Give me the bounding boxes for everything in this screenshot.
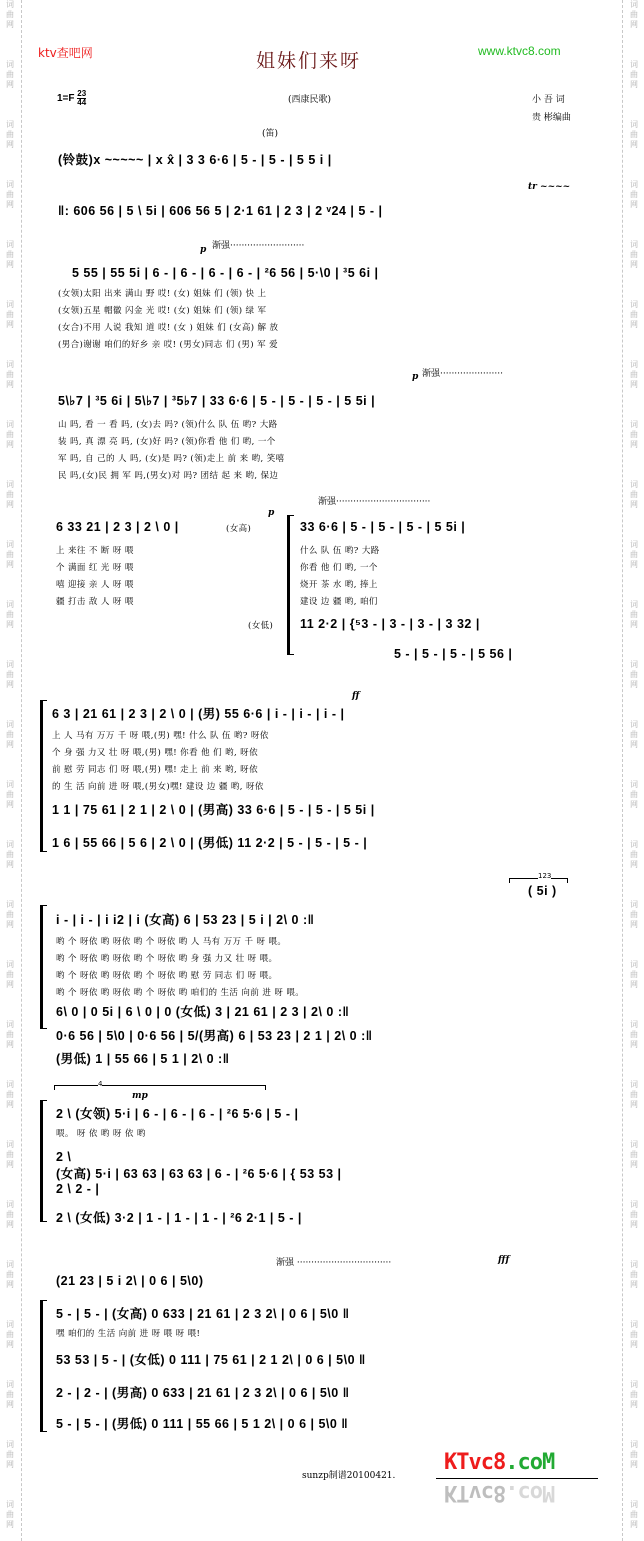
watermark-char: 曲 bbox=[6, 1270, 14, 1279]
lyric-line: 个 满面 红 光 呀 喂 bbox=[56, 563, 134, 573]
watermark-char: 网 bbox=[630, 1460, 638, 1469]
watermark-char: 网 bbox=[630, 200, 638, 209]
watermark-char: 词 bbox=[630, 720, 638, 729]
watermark-char: 词 bbox=[6, 1320, 14, 1329]
watermark-char: 网 bbox=[6, 860, 14, 869]
watermark-group bbox=[627, 120, 641, 150]
watermark-char: 网 bbox=[630, 1280, 638, 1289]
watermark-char: 词 bbox=[6, 1440, 14, 1449]
watermark-char: 网 bbox=[630, 140, 638, 149]
watermark-group bbox=[627, 660, 641, 690]
watermark-char: 词 bbox=[6, 900, 14, 909]
watermark-char: 网 bbox=[630, 1160, 638, 1169]
watermark-char: 词 bbox=[630, 240, 638, 249]
watermark-group bbox=[627, 360, 641, 390]
watermark-char: 曲 bbox=[630, 730, 638, 739]
watermark-group bbox=[627, 720, 641, 750]
watermark-char: 词 bbox=[630, 300, 638, 309]
song-title: 姐妹们来呀 bbox=[256, 50, 362, 72]
watermark-group bbox=[627, 1260, 641, 1290]
lyric-line: 哟 个 呀依 哟 呀依 哟 个 呀依 哟 身 强 力又 壮 呀 喂。 bbox=[56, 954, 278, 964]
watermark-char: 词 bbox=[6, 420, 14, 429]
left-dashed-border bbox=[21, 0, 22, 1541]
watermark-char: 词 bbox=[6, 60, 14, 69]
watermark-char: 词 bbox=[630, 1080, 638, 1089]
watermark-char: 网 bbox=[6, 320, 14, 329]
time-signature-1: $\frac{2}{4}$ bbox=[77, 89, 82, 107]
watermark-char: 曲 bbox=[6, 1450, 14, 1459]
watermark-char: 词 bbox=[6, 180, 14, 189]
watermark-char: 词 bbox=[630, 660, 638, 669]
watermark-char: 曲 bbox=[6, 1150, 14, 1159]
tuplet-number: 4 bbox=[98, 1080, 103, 1088]
lyric-line: 山 吗, 看 一 看 吗, (女)去 吗? (领)什么 队 伍 哟? 大路 bbox=[58, 420, 278, 430]
watermark-char: 词 bbox=[6, 780, 14, 789]
watermark-group bbox=[627, 60, 641, 90]
watermark-char: 曲 bbox=[6, 70, 14, 79]
lyric-line: 上 来往 不 断 呀 喂 bbox=[56, 546, 134, 556]
watermark-char: 词 bbox=[630, 1380, 638, 1389]
watermark-char: 词 bbox=[630, 1260, 638, 1269]
watermark-group bbox=[627, 900, 641, 930]
watermark-char: 网 bbox=[6, 1100, 14, 1109]
watermark-group bbox=[3, 180, 17, 210]
watermark-char: 曲 bbox=[630, 310, 638, 319]
watermark-char: 网 bbox=[6, 1040, 14, 1049]
watermark-group bbox=[627, 1140, 641, 1170]
crescendo-mark: 渐强 ································· bbox=[276, 1258, 392, 1268]
lyric-line: (女领)太阳 出来 满山 野 哎! (女) 姐妹 们 (领) 快 上 bbox=[58, 289, 267, 299]
watermark-char: 词 bbox=[6, 1200, 14, 1209]
dynamic-p: p bbox=[268, 508, 275, 518]
watermark-char: 词 bbox=[6, 960, 14, 969]
choir-bracket bbox=[40, 905, 47, 1029]
watermark-char: 词 bbox=[6, 600, 14, 609]
watermark-char: 曲 bbox=[6, 1090, 14, 1099]
lyric-line: 个 身 强 力又 壮 呀 喂,(男) 嘿! 你看 他 们 哟, 呀依 bbox=[52, 748, 258, 758]
lyric-line: 烧开 茶 水 哟, 捧上 bbox=[300, 580, 378, 590]
watermark-char: 词 bbox=[6, 1380, 14, 1389]
watermark-group bbox=[3, 540, 17, 570]
watermark-group bbox=[627, 1320, 641, 1350]
watermark-char: 网 bbox=[630, 1340, 638, 1349]
dynamic-p: p bbox=[200, 245, 207, 255]
watermark-char: 词 bbox=[6, 240, 14, 249]
key-signature bbox=[57, 90, 86, 107]
watermark-char: 词 bbox=[630, 960, 638, 969]
watermark-char: 网 bbox=[6, 740, 14, 749]
tuplet-bracket bbox=[54, 1085, 266, 1090]
watermark-char: 曲 bbox=[6, 190, 14, 199]
watermark-group bbox=[3, 1440, 17, 1470]
watermark-char: 网 bbox=[630, 1220, 638, 1229]
watermark-char: 网 bbox=[6, 1280, 14, 1289]
watermark-char: 曲 bbox=[6, 1330, 14, 1339]
watermark-group bbox=[627, 240, 641, 270]
lyric-line: 疆 打击 敌 人 呀 喂 bbox=[56, 597, 134, 607]
watermark-char: 词 bbox=[630, 900, 638, 909]
watermark-group bbox=[627, 1380, 641, 1410]
watermark-char: 词 bbox=[630, 1440, 638, 1449]
watermark-char: 曲 bbox=[6, 1210, 14, 1219]
watermark-char: 网 bbox=[6, 680, 14, 689]
watermark-char: 词 bbox=[6, 660, 14, 669]
watermark-char: 曲 bbox=[630, 190, 638, 199]
lyric-line: 建设 边 疆 哟, 咱们 bbox=[300, 597, 378, 607]
watermark-char: 曲 bbox=[6, 10, 14, 19]
watermark-group bbox=[3, 1080, 17, 1110]
watermark-char: 网 bbox=[630, 320, 638, 329]
watermark-group bbox=[627, 600, 641, 630]
watermark-group bbox=[627, 1080, 641, 1110]
system-8-notes-soprano: (女高) 5·i | 63 63 | 63 63 | 6 - | ²6 5·6 | { 53 53 | bbox=[56, 1167, 342, 1181]
watermark-char: 网 bbox=[6, 440, 14, 449]
watermark-char: 词 bbox=[6, 480, 14, 489]
watermark-group bbox=[3, 1140, 17, 1170]
watermark-group bbox=[627, 840, 641, 870]
watermark-char: 曲 bbox=[630, 550, 638, 559]
lyric-line: 喂。 呀 依 哟 呀 依 哟 bbox=[56, 1129, 146, 1139]
watermark-group bbox=[3, 900, 17, 930]
instrument-note: (笛) bbox=[262, 129, 279, 139]
system-2-notes: ‖: 606 56 | 5 \ 5i | 606 56 5 | 2·1 61 | 2 3 | 2 ᵛ24 | 5 - | bbox=[58, 204, 383, 218]
watermark-char: 网 bbox=[630, 380, 638, 389]
watermark-group bbox=[3, 420, 17, 450]
watermark-char: 网 bbox=[6, 920, 14, 929]
system-8-notes-3: 2 \ 2 - | bbox=[56, 1182, 100, 1196]
system-7-notes-bass: (男低) 1 | 55 66 | 5 1 | 2\ 0 :‖ bbox=[56, 1052, 230, 1066]
watermark-char: 曲 bbox=[630, 1030, 638, 1039]
watermark-char: 曲 bbox=[6, 130, 14, 139]
watermark-group bbox=[627, 180, 641, 210]
system-8-notes-2: 2 \ bbox=[56, 1150, 72, 1164]
watermark-char: 网 bbox=[630, 1400, 638, 1409]
watermark-char: 网 bbox=[6, 200, 14, 209]
watermark-char: 网 bbox=[630, 500, 638, 509]
system-6-notes: 6 3 | 21 61 | 2 3 | 2 \ 0 | (男) 55 6·6 | i - | i - | i - | bbox=[52, 707, 345, 721]
system-5-notes-lead: 6 33 21 | 2 3 | 2 \ 0 | bbox=[56, 520, 179, 534]
watermark-char: 曲 bbox=[6, 1030, 14, 1039]
system-9-notes-tenor: 2 - | 2 - | (男高) 0 633 | 21 61 | 2 3 2\ | 0 6 | 5\0 ‖ bbox=[56, 1386, 350, 1400]
watermark-char: 词 bbox=[6, 1260, 14, 1269]
right-dashed-border bbox=[622, 0, 623, 1541]
lyric-line: 装 吗, 真 漂 亮 吗, (女)好 吗? (领)你看 他 们 哟, 一个 bbox=[58, 437, 276, 447]
watermark-char: 网 bbox=[630, 620, 638, 629]
watermark-char: 词 bbox=[6, 120, 14, 129]
watermark-char: 曲 bbox=[6, 550, 14, 559]
watermark-char: 曲 bbox=[630, 1510, 638, 1519]
watermark-char: 曲 bbox=[6, 970, 14, 979]
lyric-line: 军 吗, 自 己的 人 吗, (女)是 吗? (领)走上 前 来 哟, 笑嘻 bbox=[58, 454, 285, 464]
watermark-char: 网 bbox=[630, 860, 638, 869]
watermark-char: 网 bbox=[6, 980, 14, 989]
lyric-line: 民 吗,(女)民 拥 军 吗,(男女)对 吗? 团结 起 来 哟, 保边 bbox=[58, 471, 279, 481]
lyric-line: 嘻 迎接 亲 人 呀 喂 bbox=[56, 580, 134, 590]
watermark-char: 网 bbox=[6, 1220, 14, 1229]
composer: 贵 彬编曲 bbox=[532, 113, 571, 123]
watermark-char: 曲 bbox=[6, 430, 14, 439]
system-5-notes-alto: 11 2·2 | {⁵3 - | 3 - | 3 - | 3 32 | bbox=[300, 617, 480, 631]
brand-left-logo[interactable]: ktv查吧网 bbox=[38, 46, 93, 60]
watermark-char: 曲 bbox=[6, 910, 14, 919]
lyric-line: 的 生 活 向前 进 呀 喂,(男女)嘿! 建设 边 疆 哟, 呀依 bbox=[52, 782, 264, 792]
watermark-char: 网 bbox=[6, 1340, 14, 1349]
watermark-group bbox=[3, 240, 17, 270]
watermark-char: 曲 bbox=[6, 310, 14, 319]
watermark-char: 词 bbox=[6, 1500, 14, 1509]
watermark-char: 词 bbox=[630, 120, 638, 129]
watermark-group bbox=[3, 1320, 17, 1350]
lyric-line: (男合)谢谢 咱们的好乡 亲 哎! (男女)同志 们 (男) 军 爱 bbox=[58, 340, 279, 350]
watermark-char: 网 bbox=[630, 440, 638, 449]
watermark-char: 网 bbox=[6, 560, 14, 569]
dynamic-fff: fff bbox=[498, 1255, 510, 1265]
watermark-char: 词 bbox=[6, 360, 14, 369]
watermark-group bbox=[627, 1020, 641, 1050]
watermark-char: 曲 bbox=[630, 10, 638, 19]
ktvc8-logo[interactable]: KTvc8.coM bbox=[444, 1450, 555, 1475]
watermark-group bbox=[627, 1440, 641, 1470]
watermark-char: 曲 bbox=[6, 850, 14, 859]
watermark-group bbox=[3, 480, 17, 510]
watermark-char: 网 bbox=[630, 800, 638, 809]
watermark-char: 曲 bbox=[6, 1390, 14, 1399]
watermark-char: 词 bbox=[630, 60, 638, 69]
watermark-char: 网 bbox=[6, 1520, 14, 1529]
logo-divider bbox=[436, 1478, 598, 1479]
brand-right-url[interactable]: www.ktvc8.com bbox=[478, 44, 561, 58]
watermark-char: 曲 bbox=[630, 970, 638, 979]
watermark-group bbox=[3, 600, 17, 630]
watermark-char: 曲 bbox=[630, 430, 638, 439]
watermark-char: 曲 bbox=[630, 1270, 638, 1279]
system-7-notes: i - | i - | i i2 | i (女高) 6 | 53 23 | 5 i | 2\ 0 :‖ bbox=[56, 913, 315, 927]
watermark-char: 网 bbox=[6, 20, 14, 29]
watermark-char: 词 bbox=[630, 180, 638, 189]
ending-note: ( 5i ) bbox=[528, 884, 557, 898]
watermark-group bbox=[3, 300, 17, 330]
watermark-char: 曲 bbox=[630, 850, 638, 859]
watermark-char: 网 bbox=[6, 500, 14, 509]
watermark-char: 网 bbox=[6, 380, 14, 389]
watermark-char: 曲 bbox=[6, 370, 14, 379]
watermark-char: 曲 bbox=[630, 610, 638, 619]
watermark-group bbox=[3, 1200, 17, 1230]
watermark-char: 曲 bbox=[630, 70, 638, 79]
watermark-group bbox=[627, 0, 641, 30]
watermark-char: 网 bbox=[6, 800, 14, 809]
watermark-char: 词 bbox=[630, 1020, 638, 1029]
watermark-char: 网 bbox=[6, 80, 14, 89]
part-label-soprano: (女高) bbox=[226, 524, 252, 534]
watermark-char: 网 bbox=[630, 80, 638, 89]
watermark-char: 词 bbox=[630, 600, 638, 609]
system-8-notes-alto: 2 \ (女低) 3·2 | 1 - | 1 - | 1 - | ²6 2·1 | 5 - | bbox=[56, 1211, 302, 1225]
watermark-group bbox=[3, 1380, 17, 1410]
watermark-char: 曲 bbox=[630, 670, 638, 679]
watermark-char: 词 bbox=[6, 720, 14, 729]
watermark-char: 网 bbox=[630, 980, 638, 989]
watermark-char: 词 bbox=[630, 540, 638, 549]
dynamic-p: p bbox=[412, 372, 419, 382]
watermark-char: 曲 bbox=[630, 1210, 638, 1219]
watermark-char: 词 bbox=[6, 1080, 14, 1089]
watermark-char: 词 bbox=[630, 780, 638, 789]
watermark-group bbox=[3, 1020, 17, 1050]
trill-mark: tr ~~~~ bbox=[528, 182, 571, 192]
system-7-notes-tenor: 0·6 56 | 5\0 | 0·6 56 | 5/(男高) 6 | 53 23 | 2 1 | 2\ 0 :‖ bbox=[56, 1029, 373, 1043]
watermark-char: 词 bbox=[630, 480, 638, 489]
watermark-char: 网 bbox=[6, 140, 14, 149]
watermark-group bbox=[3, 120, 17, 150]
crescendo-mark: 渐强·························· bbox=[212, 241, 305, 251]
watermark-char: 词 bbox=[6, 300, 14, 309]
key-label: 1=F bbox=[57, 93, 75, 105]
system-8-notes: 2 \ (女领) 5·i | 6 - | 6 - | 6 - | ²6 5·6 | 5 - | bbox=[56, 1107, 299, 1121]
ktvc8-logo-reflection: KTvc8.coM bbox=[444, 1480, 555, 1505]
watermark-char: 曲 bbox=[630, 790, 638, 799]
subtitle: (西康民歌) bbox=[288, 95, 332, 105]
system-1-notes: (铃鼓)x ~~~~~ | x x̂ | 3 3 6·6 | 5 - | 5 - | 5 5 i | bbox=[58, 153, 332, 167]
watermark-char: 词 bbox=[630, 1500, 638, 1509]
dynamic-ff: ff bbox=[352, 691, 360, 701]
watermark-group bbox=[3, 720, 17, 750]
watermark-group bbox=[627, 540, 641, 570]
lyric-line: 你看 他 们 哟, 一个 bbox=[300, 563, 378, 573]
choir-bracket bbox=[40, 700, 47, 852]
watermark-group bbox=[3, 840, 17, 870]
watermark-char: 网 bbox=[6, 1160, 14, 1169]
system-3-notes: 5 55 | 55 5i | 6 - | 6 - | 6 - | 6 - | ²6 56 | 5·\0 | ³5 6i | bbox=[72, 266, 379, 280]
lyric-line: 哟 个 呀依 哟 呀依 哟 个 呀依 哟 咱们的 生活 向前 进 呀 喂。 bbox=[56, 988, 305, 998]
watermark-char: 曲 bbox=[630, 1390, 638, 1399]
watermark-char: 曲 bbox=[630, 130, 638, 139]
watermark-char: 网 bbox=[630, 1520, 638, 1529]
watermark-group bbox=[3, 960, 17, 990]
watermark-char: 网 bbox=[630, 1040, 638, 1049]
lyric-line: 前 慰 劳 同志 们 呀 喂,(男) 嘿! 走上 前 来 哟, 呀依 bbox=[52, 765, 258, 775]
watermark-char: 词 bbox=[6, 0, 14, 9]
watermark-char: 曲 bbox=[6, 610, 14, 619]
lyric-line: 上 人 马有 万万 千 呀 喂,(男) 嘿! 什么 队 伍 哟? 呀依 bbox=[52, 731, 269, 741]
watermark-char: 词 bbox=[6, 540, 14, 549]
choir-bracket bbox=[287, 515, 294, 655]
watermark-group bbox=[627, 420, 641, 450]
watermark-char: 网 bbox=[630, 740, 638, 749]
part-label-alto: (女低) bbox=[248, 621, 274, 631]
watermark-char: 词 bbox=[6, 840, 14, 849]
crescendo-mark: 渐强································· bbox=[318, 497, 431, 507]
watermark-char: 网 bbox=[6, 260, 14, 269]
lyric-line: 嘿 咱们的 生活 向前 进 呀 喂 呀 喂! bbox=[56, 1329, 201, 1339]
watermark-char: 词 bbox=[630, 840, 638, 849]
watermark-char: 词 bbox=[630, 0, 638, 9]
lyric-line: (女领)五星 帽徽 闪金 光 哎! (女) 姐妹 们 (领) 绿 军 bbox=[58, 306, 267, 316]
watermark-group bbox=[627, 480, 641, 510]
watermark-char: 词 bbox=[6, 1020, 14, 1029]
watermark-char: 网 bbox=[630, 680, 638, 689]
system-9-notes-soprano: 5 - | 5 - | (女高) 0 633 | 21 61 | 2 3 2\ | 0 6 | 5\0 ‖ bbox=[56, 1307, 350, 1321]
watermark-char: 词 bbox=[630, 1320, 638, 1329]
tuplet-number: 123 bbox=[538, 872, 552, 880]
lyricist: 小 吾 词 bbox=[532, 95, 565, 105]
watermark-char: 网 bbox=[630, 260, 638, 269]
system-5-notes-soprano: 33 6·6 | 5 - | 5 - | 5 - | 5 5i | bbox=[300, 520, 466, 534]
watermark-char: 网 bbox=[6, 620, 14, 629]
watermark-char: 曲 bbox=[6, 790, 14, 799]
time-signature-2: $\frac{3}{4}$ bbox=[81, 89, 87, 107]
lyric-line: 哟 个 呀依 哟 呀依 哟 个 呀依 哟 人 马有 万万 千 呀 喂。 bbox=[56, 937, 287, 947]
watermark-char: 词 bbox=[630, 420, 638, 429]
watermark-char: 曲 bbox=[630, 1450, 638, 1459]
system-4-notes: 5\♭7 | ³5 6i | 5\♭7 | ³5♭7 | 33 6·6 | 5 - | 5 - | 5 - | 5 5i | bbox=[58, 394, 376, 408]
watermark-group bbox=[627, 1200, 641, 1230]
system-9-instrumental: (21 23 | 5 i 2\ | 0 6 | 5\0) bbox=[56, 1274, 204, 1288]
lyric-line: (女合)不用 人说 我知 道 哎! (女 ) 姐妹 们 (女高) 解 放 bbox=[58, 323, 279, 333]
watermark-group bbox=[3, 60, 17, 90]
watermark-char: 曲 bbox=[630, 250, 638, 259]
system-5-notes-alto-2: 5 - | 5 - | 5 - | 5 56 | bbox=[394, 647, 513, 661]
watermark-char: 网 bbox=[630, 1100, 638, 1109]
watermark-char: 曲 bbox=[6, 730, 14, 739]
watermark-group bbox=[3, 660, 17, 690]
system-6-notes-tenor: 1 1 | 75 61 | 2 1 | 2 \ 0 | (男高) 33 6·6 | 5 - | 5 - | 5 5i | bbox=[52, 803, 375, 817]
watermark-group bbox=[627, 300, 641, 330]
system-7-notes-alto: 6\ 0 | 0 5i | 6 \ 0 | 0 (女低) 3 | 21 61 | 2 3 | 2\ 0 :‖ bbox=[56, 1005, 350, 1019]
watermark-char: 曲 bbox=[630, 370, 638, 379]
watermark-char: 曲 bbox=[630, 490, 638, 499]
watermark-char: 曲 bbox=[6, 670, 14, 679]
watermark-char: 曲 bbox=[630, 1090, 638, 1099]
watermark-char: 曲 bbox=[630, 1330, 638, 1339]
watermark-char: 词 bbox=[630, 360, 638, 369]
lyric-line: 哟 个 呀依 哟 呀依 哟 个 呀依 哟 慰 劳 同志 们 呀 喂。 bbox=[56, 971, 278, 981]
watermark-char: 曲 bbox=[630, 1150, 638, 1159]
watermark-group bbox=[3, 780, 17, 810]
watermark-group bbox=[3, 360, 17, 390]
watermark-char: 词 bbox=[630, 1140, 638, 1149]
watermark-group bbox=[3, 1500, 17, 1530]
watermark-char: 曲 bbox=[630, 910, 638, 919]
choir-bracket bbox=[40, 1100, 47, 1222]
system-9-notes-alto: 53 53 | 5 - | (女低) 0 111 | 75 61 | 2 1 2\ | 0 6 | 5\0 ‖ bbox=[56, 1353, 366, 1367]
watermark-group bbox=[627, 1500, 641, 1530]
watermark-char: 曲 bbox=[6, 250, 14, 259]
transcriber-credit: sunzp制谱20100421. bbox=[302, 1471, 396, 1481]
lyric-line: 什么 队 伍 哟? 大路 bbox=[300, 546, 380, 556]
watermark-char: 词 bbox=[630, 1200, 638, 1209]
watermark-group bbox=[3, 0, 17, 30]
watermark-char: 网 bbox=[6, 1400, 14, 1409]
choir-bracket bbox=[40, 1300, 47, 1432]
watermark-group bbox=[627, 780, 641, 810]
dynamic-mp: mp bbox=[132, 1091, 148, 1101]
system-9-notes-bass: 5 - | 5 - | (男低) 0 111 | 55 66 | 5 1 2\ | 0 6 | 5\0 ‖ bbox=[56, 1417, 349, 1431]
watermark-char: 曲 bbox=[6, 1510, 14, 1519]
watermark-char: 网 bbox=[630, 20, 638, 29]
system-6-notes-bass: 1 6 | 55 66 | 5 6 | 2 \ 0 | (男低) 11 2·2 | 5 - | 5 - | 5 - | bbox=[52, 836, 368, 850]
watermark-char: 词 bbox=[6, 1140, 14, 1149]
watermark-char: 曲 bbox=[6, 490, 14, 499]
watermark-group bbox=[3, 1260, 17, 1290]
watermark-group bbox=[627, 960, 641, 990]
watermark-char: 网 bbox=[630, 560, 638, 569]
crescendo-mark: 渐强······················ bbox=[422, 369, 503, 379]
watermark-char: 网 bbox=[6, 1460, 14, 1469]
watermark-char: 网 bbox=[630, 920, 638, 929]
